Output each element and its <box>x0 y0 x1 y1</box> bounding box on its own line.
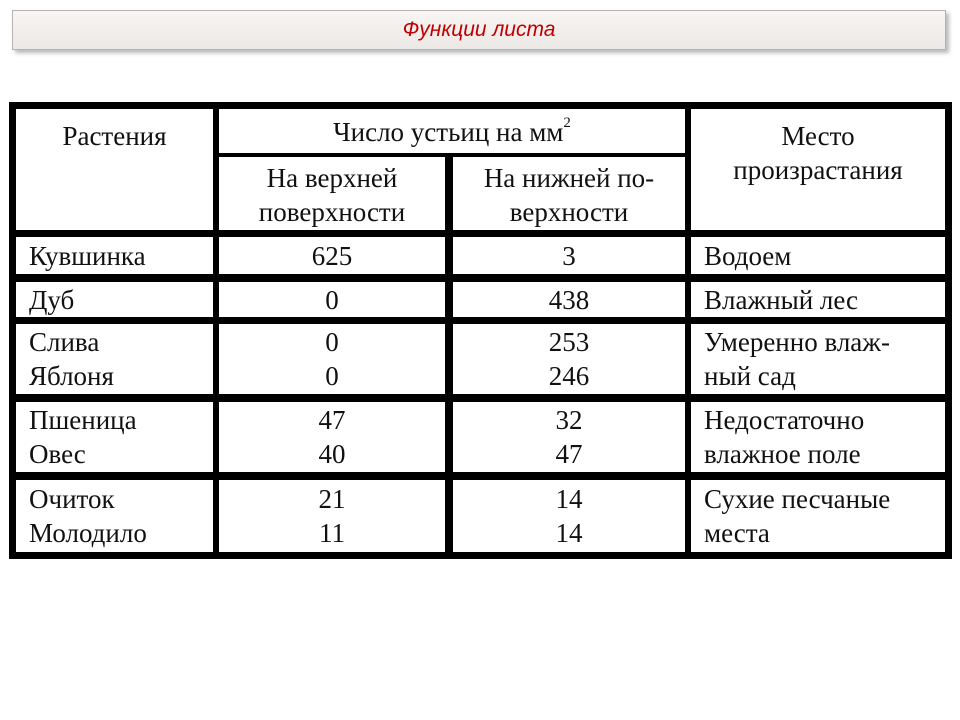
row-3-plants <box>16 402 213 472</box>
row-1-plants <box>16 282 213 317</box>
row-4-habitat <box>691 480 945 552</box>
header-upper-line1: На верхней <box>266 163 398 193</box>
upper-value: 47 <box>318 405 346 435</box>
habitat-text: Влажный лес <box>704 285 859 315</box>
header-plants-text: Растения <box>62 121 167 151</box>
habitat-text: Водоем <box>704 241 792 271</box>
lower-value: 14 <box>555 484 583 514</box>
habitat-text: Умеренно влаж- <box>704 327 890 357</box>
row-0-habitat <box>691 237 945 274</box>
plant-name: Слива <box>29 327 100 357</box>
row-3-habitat <box>691 402 945 472</box>
upper-value: 11 <box>319 518 345 548</box>
lower-value: 438 <box>548 285 590 315</box>
plant-name: Яблоня <box>29 361 114 391</box>
header-habitat-line2: произрастания <box>733 155 903 185</box>
row-3-upper <box>219 402 445 472</box>
habitat-text: Недостаточно <box>704 405 865 435</box>
row-1-upper <box>219 282 445 317</box>
header-stomata-text: Число устьиц на мм <box>333 117 564 147</box>
row-0-lower <box>453 237 685 274</box>
header-stomata-sup: 2 <box>563 115 571 131</box>
lower-value: 253 <box>548 327 590 357</box>
header-habitat-line1: Место <box>781 121 855 151</box>
header-lower-line1: На нижней по- <box>483 163 655 193</box>
lower-value: 3 <box>562 241 576 271</box>
row-4-upper <box>219 480 445 552</box>
habitat-text: влажное поле <box>704 439 861 469</box>
header-lower-line2: верхности <box>509 197 629 227</box>
upper-value: 0 <box>325 285 339 315</box>
row-0-plants <box>16 237 213 274</box>
row-2-lower <box>453 324 685 394</box>
upper-value: 625 <box>311 241 353 271</box>
header-upper-surface <box>219 157 445 230</box>
row-2-upper <box>219 324 445 394</box>
plant-name: Молодило <box>29 518 147 548</box>
header-habitat <box>691 109 945 230</box>
row-3-lower <box>453 402 685 472</box>
plant-name: Кувшинка <box>29 241 146 271</box>
header-lower-surface <box>453 157 685 230</box>
header-upper-line2: поверхности <box>258 197 406 227</box>
plant-name: Дуб <box>29 285 75 315</box>
upper-value: 40 <box>318 439 346 469</box>
row-0-upper <box>219 237 445 274</box>
header-stomata-count <box>219 109 685 153</box>
lower-value: 14 <box>555 518 583 548</box>
lower-value: 47 <box>555 439 583 469</box>
plant-name: Очиток <box>29 484 115 514</box>
row-2-habitat <box>691 324 945 394</box>
habitat-text: Сухие песчаные <box>704 484 891 514</box>
habitat-text: ный сад <box>704 361 796 391</box>
lower-value: 32 <box>555 405 583 435</box>
row-1-lower <box>453 282 685 317</box>
row-2-plants <box>16 324 213 394</box>
upper-value: 0 <box>325 361 339 391</box>
upper-value: 0 <box>325 327 339 357</box>
slide-title-banner <box>12 10 946 50</box>
row-4-lower <box>453 480 685 552</box>
plant-name: Пшеница <box>29 405 137 435</box>
stomata-table <box>9 102 952 559</box>
header-plants <box>16 109 213 230</box>
row-4-plants <box>16 480 213 552</box>
habitat-text: места <box>704 518 770 548</box>
lower-value: 246 <box>548 361 590 391</box>
row-1-habitat <box>691 282 945 317</box>
plant-name: Овес <box>29 439 86 469</box>
slide-title: Функции листа <box>402 18 556 41</box>
upper-value: 21 <box>318 484 346 514</box>
